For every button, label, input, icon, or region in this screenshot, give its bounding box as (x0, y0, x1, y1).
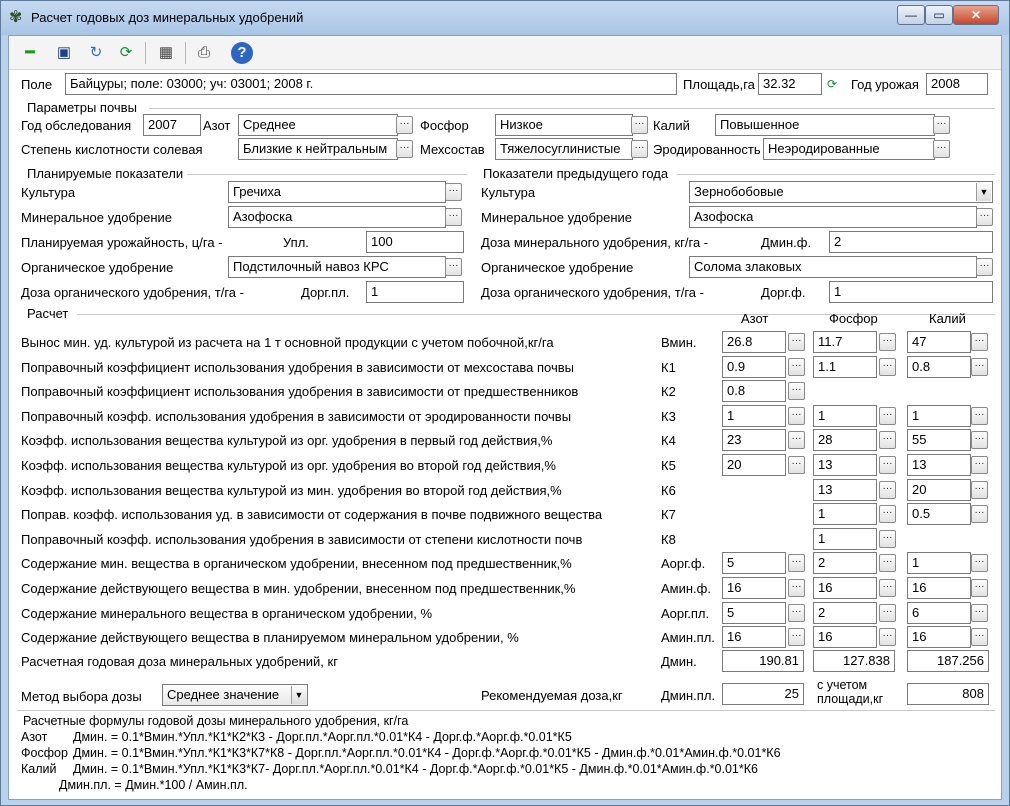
calc-value-phosphorus[interactable]: 28 (813, 429, 877, 451)
annual-dose-nitrogen[interactable]: 190.81 (722, 650, 804, 672)
calc-value-potassium[interactable]: 1 (907, 405, 971, 427)
year-input[interactable]: 2008 (926, 73, 988, 95)
calc-value-phosphorus[interactable]: 1.1 (813, 356, 877, 378)
nitrogen-picker-button[interactable]: ··· (396, 116, 413, 134)
previous-organic-label: Органическое удобрение (481, 260, 634, 275)
potassium-picker-button[interactable]: ··· (933, 116, 950, 134)
calc-value-phosphorus[interactable]: 2 (813, 552, 877, 574)
calc-picker-button-nitrogen[interactable]: ··· (788, 628, 805, 646)
planned-org-dose-label: Доза органического удобрения, т/га - (21, 285, 244, 300)
window-title: Расчет годовых доз минеральных удобрений (31, 10, 304, 25)
calc-row-code: К5 (661, 458, 676, 473)
column-header-potassium: Калий (929, 311, 966, 326)
previous-mineral-label: Минеральное удобрение (481, 210, 633, 225)
calc-value-phosphorus[interactable]: 1 (813, 503, 877, 525)
field-label: Поле (21, 77, 53, 92)
calc-row-label: Коэфф. использования вещества культурой из орг. удобрения в первый год действия,% (21, 433, 553, 449)
calc-picker-button-phosphorus[interactable]: ··· (879, 505, 896, 523)
annual-dose-potassium[interactable]: 187.256 (907, 650, 989, 672)
recommended-label: Рекомендуемая доза,кг (481, 688, 623, 703)
calc-picker-button-phosphorus[interactable]: ··· (879, 579, 896, 597)
formula-phosphorus: Дмин. = 0.1*Вмин.*Упл.*К1*К3*К7*К8 - Дорг.пл.*Аорг.пл.*0.01*К4 - Дорг.ф.*Аорг.ф.*0.01*К5 - Дмин.ф.*0.01*Амин.ф.*0.01*К6 (73, 746, 781, 760)
erosion-label: Эродированность (653, 142, 761, 157)
divider (677, 174, 995, 175)
print-icon[interactable]: ⎙ (197, 44, 210, 61)
formula-nitrogen: Дмин. = 0.1*Вмин.*Упл.*К1*К2*К3 - Дорг.пл.*Аорг.пл.*0.01*К4 - Дорг.ф.*Аорг.ф.*0.01*К5 (73, 730, 572, 744)
calc-picker-button-nitrogen[interactable]: ··· (788, 407, 805, 425)
help-icon[interactable]: ? (231, 42, 253, 64)
formula-potassium-label: Калий (21, 762, 57, 776)
annual-dose-code: Дмин. (661, 654, 697, 669)
method-dropdown[interactable] (162, 684, 308, 706)
toolbar (9, 36, 1001, 70)
calc-value-nitrogen[interactable]: 0.9 (722, 356, 786, 378)
planned-mineral-picker-button[interactable]: ··· (445, 208, 462, 226)
acidity-label: Степень кислотности солевая (21, 142, 203, 157)
previous-min-dose-label: Доза минерального удобрения, кг/га - (481, 235, 709, 250)
calc-picker-button-potassium[interactable]: ··· (971, 628, 988, 646)
previous-crop-value: Зернобобовые (694, 184, 784, 199)
calc-value-nitrogen[interactable]: 23 (722, 429, 786, 451)
method-label: Метод выбора дозы (21, 689, 142, 704)
calc-picker-button-potassium[interactable]: ··· (971, 505, 988, 523)
recommended-code: Дмин.пл. (661, 688, 716, 703)
previous-group-title: Показатели предыдущего года (483, 166, 669, 181)
minimize-button[interactable]: — (897, 5, 925, 25)
previous-mineral-picker-button[interactable]: ··· (976, 208, 993, 226)
calc-value-phosphorus[interactable]: 13 (813, 454, 877, 476)
minus-icon[interactable]: ━ (25, 44, 35, 61)
calc-value-nitrogen[interactable]: 0.8 (722, 380, 786, 402)
acidity-input[interactable]: Близкие к нейтральным (238, 138, 398, 160)
client-area (8, 35, 1002, 800)
calc-row-label: Содержание действующего вещества в планируемом минеральном удобрении, % (21, 630, 519, 646)
calc-picker-button-potassium[interactable]: ··· (971, 407, 988, 425)
calc-picker-button-phosphorus[interactable]: ··· (879, 407, 896, 425)
calc-row-code: К7 (661, 507, 676, 523)
column-header-nitrogen: Азот (741, 311, 769, 326)
calc-value-nitrogen[interactable]: 16 (722, 626, 786, 648)
planned-org-dose-input[interactable]: 1 (366, 281, 464, 303)
calc-value-nitrogen[interactable]: 20 (722, 454, 786, 476)
calc-picker-button-potassium[interactable]: ··· (971, 604, 988, 622)
calc-row-code: К6 (661, 482, 676, 498)
calc-row-label: Поправочный коэффициент использования удобрения в зависимости от предшественников (21, 384, 579, 400)
calc-row-code: К3 (661, 408, 676, 424)
calc-row-label: Поправочный коэфф. использования удобрения в зависимости от эродированности почвы (21, 408, 572, 424)
erosion-picker-button[interactable]: ··· (933, 140, 950, 158)
calc-row-code: Амин.пл. (661, 630, 715, 646)
calc-picker-button-nitrogen[interactable]: ··· (788, 604, 805, 622)
calc-picker-button-potassium[interactable]: ··· (971, 481, 988, 499)
planned-yield-input[interactable]: 100 (366, 231, 464, 253)
previous-organic-picker-button[interactable]: ··· (976, 258, 993, 276)
previous-org-dose-input[interactable]: 1 (829, 281, 993, 303)
texture-picker-button[interactable]: ··· (631, 140, 648, 158)
area-total-input[interactable]: 808 (907, 683, 989, 705)
chevron-down-icon[interactable]: ▼ (291, 686, 306, 704)
previous-org-dose-code: Дорг.ф. (761, 285, 806, 300)
previous-min-dose-input[interactable]: 2 (829, 231, 993, 253)
calc-value-potassium[interactable]: 47 (907, 331, 971, 353)
calc-value-potassium[interactable]: 1 (907, 552, 971, 574)
planned-crop-label: Культура (21, 185, 76, 200)
calc-picker-button-phosphorus[interactable]: ··· (879, 554, 896, 572)
calc-row-code: Аорг.пл. (661, 605, 710, 621)
calc-value-potassium[interactable]: 13 (907, 454, 971, 476)
recalc-icon[interactable]: ⟳ (119, 44, 133, 61)
phosphorus-label: Фосфор (420, 118, 469, 133)
calc-row-label: Поправочный коэффициент использования удобрения в зависимости от мехсостава почвы (21, 359, 574, 375)
calc-picker-button-nitrogen[interactable]: ··· (788, 431, 805, 449)
calc-value-phosphorus[interactable]: 16 (813, 626, 877, 648)
previous-min-dose-code: Дмин.ф. (761, 235, 812, 250)
survey-year-label: Год обследования (21, 118, 132, 133)
calc-value-nitrogen[interactable]: 16 (722, 577, 786, 599)
formulas-title: Расчетные формулы годовой дозы минерального удобрения, кг/га (23, 714, 409, 728)
previous-mineral-input[interactable]: Азофоска (689, 206, 977, 228)
calc-picker-button-nitrogen[interactable]: ··· (788, 358, 805, 376)
calc-row-code: К1 (661, 359, 676, 375)
calc-picker-button-phosphorus[interactable]: ··· (879, 628, 896, 646)
previous-organic-input[interactable]: Солома злаковых (689, 256, 977, 278)
nitrogen-label: Азот (203, 118, 231, 133)
previous-org-dose-label: Доза органического удобрения, т/га - (481, 285, 704, 300)
calc-row-label: Поправ. коэфф. использования уд. в зависимости от содержания в почве подвижного вещества (21, 507, 603, 523)
close-button[interactable]: ✕ (953, 5, 999, 25)
column-header-phosphorus: Фосфор (829, 311, 878, 326)
calc-row-code: К2 (661, 384, 676, 400)
calc-value-nitrogen[interactable]: 5 (722, 602, 786, 624)
potassium-input[interactable]: Повышенное (715, 114, 935, 136)
app-icon: ✾ (9, 9, 23, 26)
calc-picker-button-phosphorus[interactable]: ··· (879, 481, 896, 499)
chevron-down-icon[interactable]: ▼ (976, 183, 991, 201)
nitrogen-input[interactable]: Среднее (238, 114, 398, 136)
survey-year-input[interactable]: 2007 (143, 114, 201, 136)
previous-crop-label: Культура (481, 185, 536, 200)
previous-crop-dropdown[interactable] (689, 181, 993, 203)
calc-picker-button-phosphorus[interactable]: ··· (879, 604, 896, 622)
calc-picker-button-potassium[interactable]: ··· (971, 456, 988, 474)
erosion-input[interactable]: Неэродированные (763, 138, 935, 160)
acidity-picker-button[interactable]: ··· (396, 140, 413, 158)
area-label: Площадь,га (683, 77, 755, 92)
calc-picker-button-potassium[interactable]: ··· (971, 554, 988, 572)
calc-group-title: Расчет (27, 306, 69, 321)
calc-value-phosphorus[interactable]: 2 (813, 602, 877, 624)
calc-value-potassium[interactable]: 16 (907, 626, 971, 648)
planned-org-dose-code: Дорг.пл. (301, 285, 350, 300)
calc-picker-button-phosphorus[interactable]: ··· (879, 431, 896, 449)
recommended-dose-input[interactable]: 25 (722, 683, 804, 705)
calc-value-potassium[interactable]: 20 (907, 479, 971, 501)
calc-row-label: Содержание мин. вещества в органическом удобрении, внесенном под предшественник,% (21, 556, 572, 572)
formula-potassium: Дмин. = 0.1*Вмин.*Упл.*К1*К3*К7- Дорг.пл.*Аорг.пл.*0.01*К4 - Дорг.ф.*Аорг.ф.*0.01*К5 - Дмин.ф.*0.01*Амин.ф.*0.01*К6 (73, 762, 758, 776)
save-icon[interactable]: ▣ (56, 44, 72, 61)
potassium-label: Калий (653, 118, 690, 133)
planned-crop-picker-button[interactable]: ··· (445, 183, 462, 201)
area-input[interactable]: 32.32 (758, 73, 822, 95)
texture-input[interactable]: Тяжелосуглинистые (495, 138, 633, 160)
calc-row-label: Коэфф. использования вещества культурой из орг. удобрения во второй год действия,% (21, 458, 556, 473)
formula-nitrogen-label: Азот (21, 730, 48, 744)
calc-value-phosphorus[interactable]: 13 (813, 479, 877, 501)
calc-row-label: Содержание минерального вещества в органическом удобрении, % (21, 605, 433, 621)
calc-picker-button-phosphorus[interactable]: ··· (879, 333, 896, 351)
planned-mineral-label: Минеральное удобрение (21, 210, 173, 225)
area-note-label: с учетом площади,кг (817, 678, 884, 706)
texture-label: Мехсостав (420, 142, 485, 157)
planned-yield-code: Упл. (283, 235, 309, 250)
calc-picker-button-potassium[interactable]: ··· (971, 431, 988, 449)
calc-value-potassium[interactable]: 55 (907, 429, 971, 451)
method-value: Среднее значение (167, 687, 280, 702)
refresh-icon[interactable]: ↻ (89, 44, 103, 61)
divider (187, 174, 467, 175)
recalc-area-icon[interactable]: ⟳ (827, 77, 838, 91)
calc-value-potassium[interactable]: 16 (907, 577, 971, 599)
calc-picker-button-nitrogen[interactable]: ··· (788, 554, 805, 572)
year-label: Год урожая (851, 77, 919, 92)
calc-value-phosphorus[interactable]: 16 (813, 577, 877, 599)
divider (149, 108, 995, 109)
planned-crop-input[interactable]: Гречиха (228, 181, 446, 203)
calc-row-label: Коэфф. использования вещества культурой из мин. удобрения во второй год действия,% (21, 482, 562, 498)
calc-picker-button-nitrogen[interactable]: ··· (788, 579, 805, 597)
calc-picker-button-nitrogen[interactable]: ··· (788, 382, 805, 400)
calc-row-code: Амин.ф. (661, 581, 711, 596)
planned-group-title: Планируемые показатели (27, 166, 184, 181)
calc-picker-button-phosphorus[interactable]: ··· (879, 530, 896, 548)
calc-row-label: Содержание действующего вещества в мин. удобрении, внесенном под предшественник,% (21, 581, 576, 596)
calc-picker-button-potassium[interactable]: ··· (971, 358, 988, 376)
calc-row-code: К4 (661, 433, 676, 449)
title-bar[interactable] (1, 1, 1009, 35)
calc-value-potassium[interactable]: 6 (907, 602, 971, 624)
calc-picker-button-potassium[interactable]: ··· (971, 579, 988, 597)
calc-value-nitrogen[interactable]: 1 (722, 405, 786, 427)
calc-value-phosphorus[interactable]: 1 (813, 405, 877, 427)
calculator-icon[interactable]: ▦ (158, 44, 174, 61)
calc-picker-button-nitrogen[interactable]: ··· (788, 456, 805, 474)
calc-value-phosphorus[interactable]: 1 (813, 528, 877, 550)
planned-mineral-input[interactable]: Азофоска (228, 206, 446, 228)
calc-row-code: К8 (661, 531, 676, 547)
planned-yield-label: Планируемая урожайность, ц/га - (21, 235, 223, 250)
annual-dose-label: Расчетная годовая доза минеральных удобрений, кг (21, 654, 338, 669)
calc-value-potassium[interactable]: 0.5 (907, 503, 971, 525)
planned-organic-picker-button[interactable]: ··· (445, 258, 462, 276)
phosphorus-picker-button[interactable]: ··· (631, 116, 648, 134)
formula-phosphorus-label: Фосфор (21, 746, 68, 760)
calc-value-nitrogen[interactable]: 26.8 (722, 331, 786, 353)
toolbar-separator (145, 42, 146, 64)
annual-dose-phosphorus[interactable]: 127.838 (813, 650, 895, 672)
calc-row-label: Вынос мин. уд. культурой из расчета на 1 т основной продукции с учетом побочной,кг/га (21, 335, 554, 350)
formula-planned-dose: Дмин.пл. = Дмин.*100 / Амин.пл. (59, 778, 248, 792)
toolbar-separator (185, 42, 186, 64)
phosphorus-input[interactable]: Низкое (495, 114, 633, 136)
calc-value-potassium[interactable]: 0.8 (907, 356, 971, 378)
calc-picker-button-phosphorus[interactable]: ··· (879, 358, 896, 376)
calc-picker-button-potassium[interactable]: ··· (971, 333, 988, 351)
calc-picker-button-phosphorus[interactable]: ··· (879, 456, 896, 474)
planned-organic-input[interactable]: Подстилочный навоз КРС (228, 256, 446, 278)
maximize-button[interactable]: ▭ (925, 5, 953, 25)
planned-organic-label: Органическое удобрение (21, 260, 174, 275)
calc-value-phosphorus[interactable]: 11.7 (813, 331, 877, 353)
calc-row-code: Аорг.ф. (661, 556, 706, 572)
calc-value-nitrogen[interactable]: 5 (722, 552, 786, 574)
calc-picker-button-nitrogen[interactable]: ··· (788, 333, 805, 351)
divider (17, 710, 995, 711)
field-input[interactable]: Байцуры; поле: 03000; уч: 03001; 2008 г. (65, 73, 677, 95)
soil-group-title: Параметры почвы (27, 100, 137, 115)
calc-row-label: Поправочный коэфф. использования удобрения в зависимости от степени кислотности почв (21, 531, 583, 547)
calc-row-code: Вмин. (661, 335, 697, 350)
